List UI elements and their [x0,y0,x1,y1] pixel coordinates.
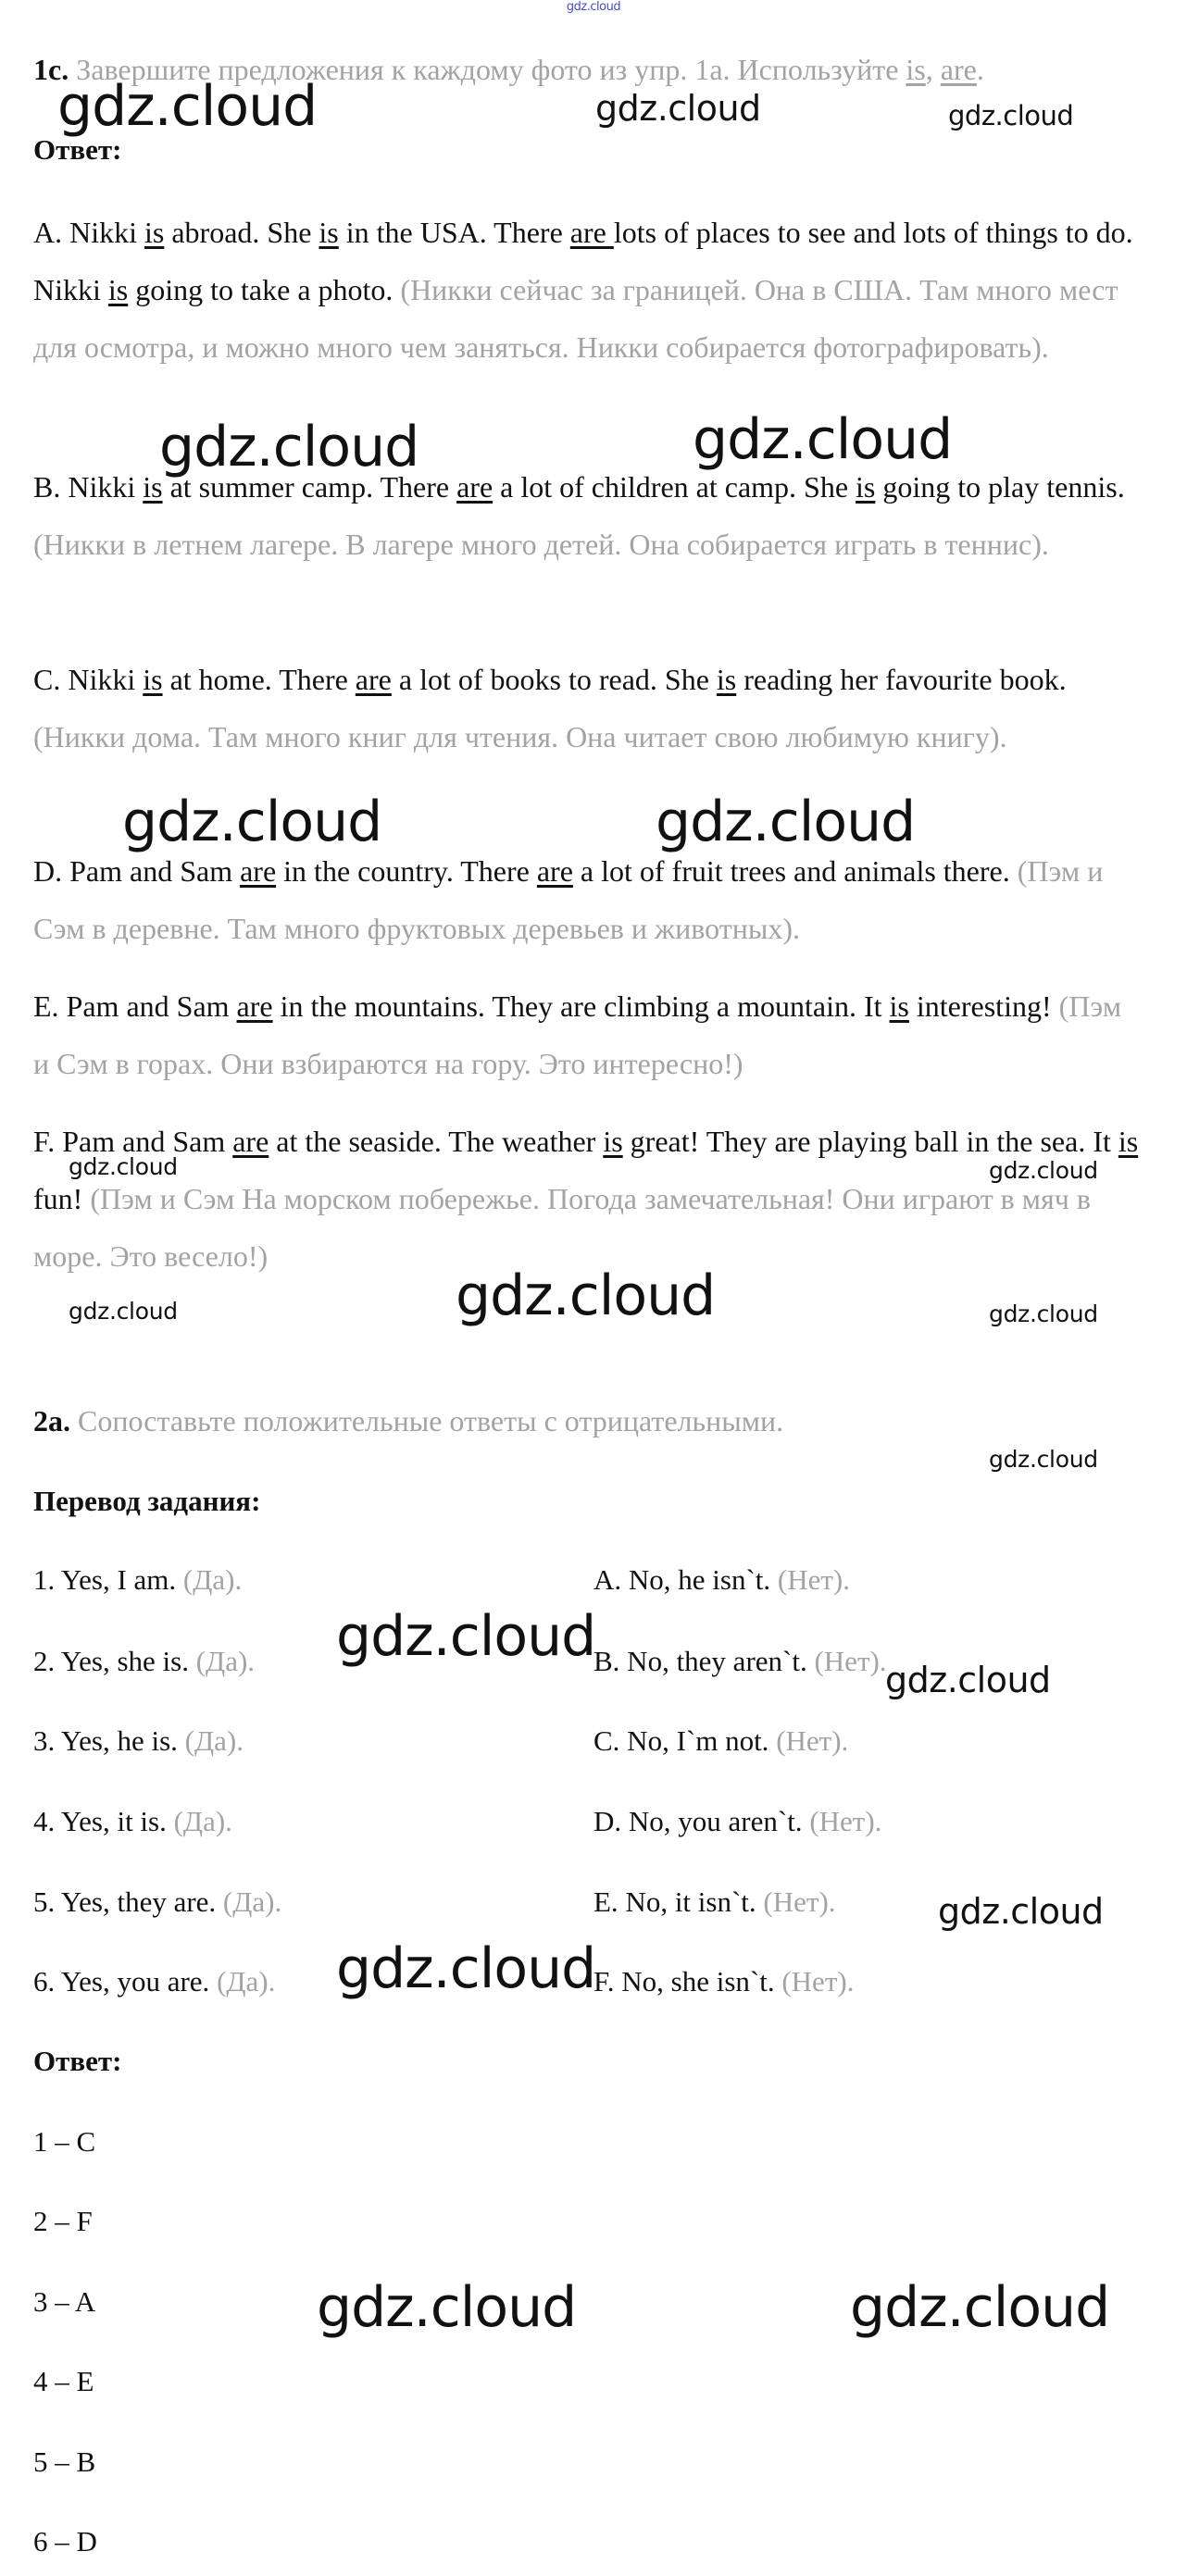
watermark: gdz.cloud [948,100,1074,131]
task-1c-instruction: Завершите предложения к каждому фото из упр. 1а. Используйте is, are. [76,53,984,86]
paragraph-d: D. Pam and Sam are in the country. There are a lot of fruit trees and animals there. (Пэм и Сэм в деревне. Там много фруктовых деревьев и животных). [33,854,1104,945]
positive-answer: 4. Yes, it is. (Да). [33,1805,232,1837]
watermark: gdz.cloud [456,1263,716,1328]
paragraph-b-translation: (Никки в летнем лагере. В лагере много детей. Она собирается играть в теннис). [33,528,1049,561]
task-1c-number: 1c. [33,53,69,86]
task-2a-instruction: Сопоставьте положительные ответы с отрицательными. [78,1404,784,1437]
task-2a-answer-label: Ответ: [33,2045,122,2077]
negative-answer: F. No, she isn`t. (Нет). [594,1965,855,1997]
paragraph-f: F. Pam and Sam are at the seaside. The weather is great! They are playing ball in the sea. It is fun! (Пэм и Сэм На морском побережье. Погода замечательная! Они играют в мяч в море. Это весело!) [33,1125,1139,1273]
paragraph-e-translation: (Пэм и Сэм в горах. Они взбираются на гору. Это интересно!) [33,989,1122,1080]
paragraph-e: E. Pam and Sam are in the mountains. They are climbing a mountain. It is interesting! (Пэм и Сэм в горах. Они взбираются на гору. Это интересно!) [33,989,1122,1080]
watermark: gdz.cloud [885,1660,1051,1700]
paragraph-f-translation: (Пэм и Сэм На морском побережье. Погода замечательная! Они играют в мяч в море. Это весело!) [33,1182,1091,1273]
watermark: gdz.cloud [989,1157,1098,1184]
positive-answer: 3. Yes, he is. (Да). [33,1724,244,1757]
negative-answer: E. No, it isn`t. (Нет). [594,1885,836,1918]
match-answer: 4 – E [33,2365,94,2397]
match-answer: 3 – A [33,2285,96,2318]
match-answer: 1 – C [33,2125,96,2158]
match-answer: 6 – D [33,2525,97,2557]
watermark: gdz.cloud [595,88,761,129]
positive-answer: 2. Yes, she is. (Да). [33,1645,256,1677]
watermark: gdz.cloud [938,1891,1104,1932]
watermark: gdz.cloud [57,74,318,139]
paragraph-a: A. Nikki is abroad. She is in the USA. There are lots of places to see and lots of things to do. Nikki is going to take a photo. (Никки сейчас за границей. Она в США. Там много мест для осмотра, и можно много чем заняться. Никки собирается фотографировать). [33,216,1133,364]
task-2a-translation-label: Перевод задания: [33,1485,261,1517]
watermark: gdz.cloud [989,1300,1098,1327]
positive-answer: 1. Yes, I am. (Да). [33,1563,243,1596]
watermark: gdz.cloud [69,1298,178,1325]
task-2a-number: 2a. [33,1404,70,1437]
negative-answer: D. No, you aren`t. (Нет). [594,1805,882,1837]
positive-answer: 5. Yes, they are. (Да). [33,1885,282,1918]
site-mark: gdz.cloud [566,0,621,14]
match-answer: 5 – B [33,2445,96,2478]
watermark: gdz.cloud [850,2275,1110,2340]
watermark: gdz.cloud [317,2275,577,2340]
watermark: gdz.cloud [336,1936,596,2001]
watermark: gdz.cloud [336,1604,596,1669]
task-1c-answer-label: Ответ: [33,133,122,166]
paragraph-d-translation: (Пэм и Сэм в деревне. Там много фруктовых деревьев и животных). [33,854,1104,945]
watermark: gdz.cloud [69,1153,178,1180]
negative-answer: A. No, he isn`t. (Нет). [594,1563,850,1596]
watermark: gdz.cloud [159,415,419,479]
negative-answer: C. No, I`m not. (Нет). [594,1724,849,1757]
paragraph-b: B. Nikki is at summer camp. There are a lot of children at camp. She is going to play tennis. (Никки в летнем лагере. В лагере много детей. Она собирается играть в теннис). [33,470,1125,561]
task-2a-heading [33,1400,1144,1442]
negative-answer: B. No, they aren`t. (Нет). [594,1645,887,1677]
watermark: gdz.cloud [693,407,953,472]
positive-answer: 6. Yes, you are. (Да). [33,1965,276,1997]
paragraph-c: C. Nikki is at home. There are a lot of books to read. She is reading her favourite book. (Никки дома. Там много книг для чтения. Она читает свою любимую книгу). [33,663,1067,753]
paragraph-c-translation: (Никки дома. Там много книг для чтения. Она читает свою любимую книгу). [33,720,1007,753]
watermark: gdz.cloud [122,790,382,854]
watermark: gdz.cloud [989,1446,1098,1473]
match-answer: 2 – F [33,2205,93,2237]
watermark: gdz.cloud [656,790,916,854]
paragraph-a-translation: (Никки сейчас за границей. Она в США. Там много мест для осмотра, и можно много чем заняться. Никки собирается фотографировать). [33,273,1118,364]
